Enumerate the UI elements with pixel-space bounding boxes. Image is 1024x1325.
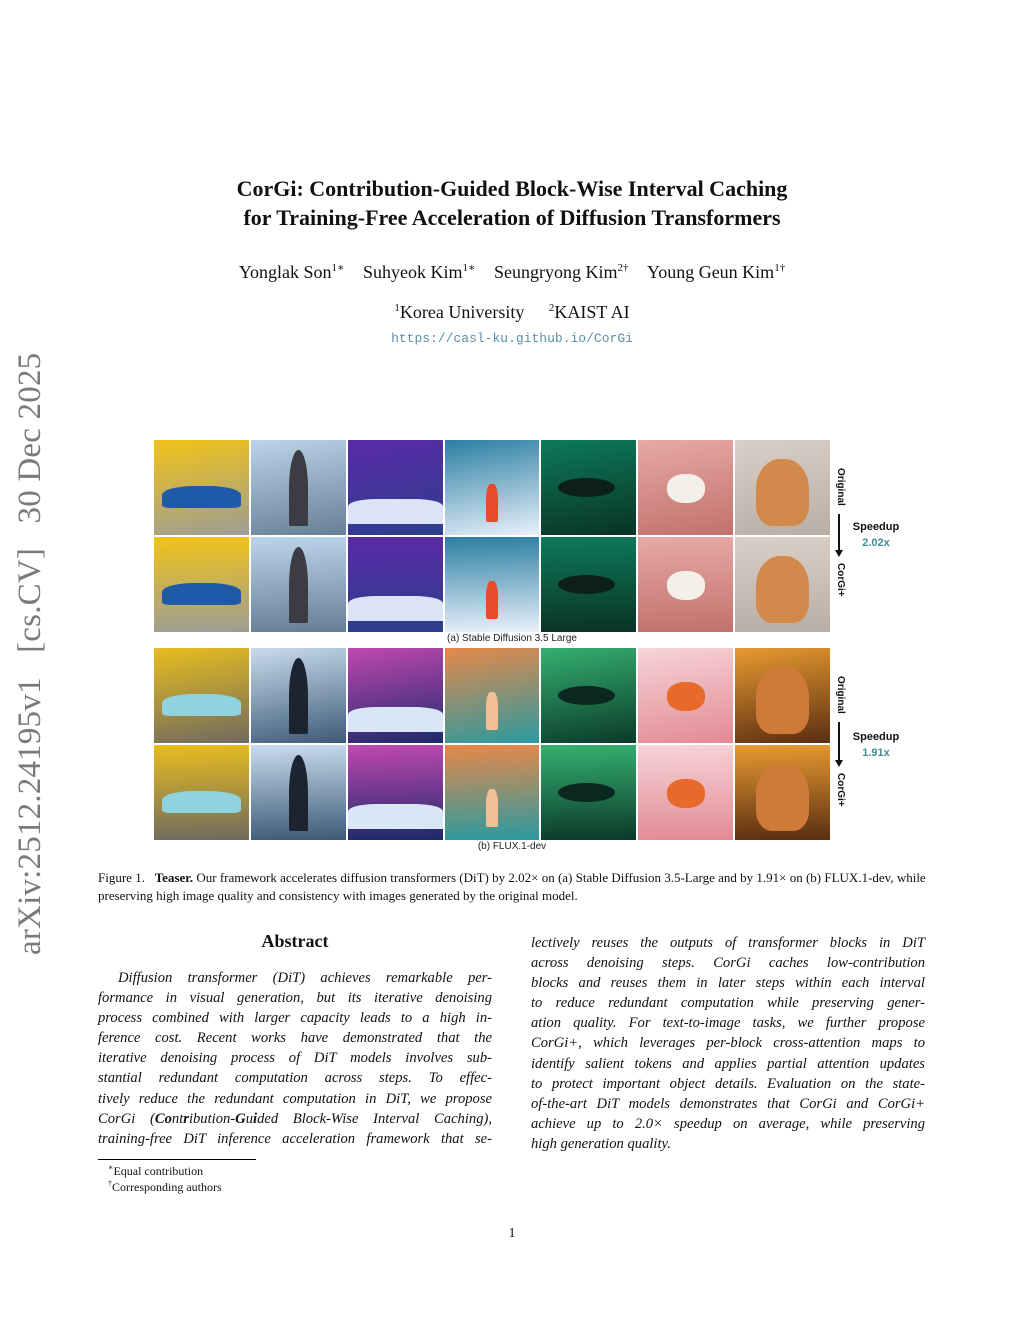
- panel-a-corgi-image-5: [541, 537, 636, 632]
- abstract-right-column: [531, 933, 925, 1154]
- panel-a-original-image-2-subject: [289, 450, 308, 526]
- panel-b-corgi-image-1-subject: [162, 791, 242, 814]
- abstract-line: blocks and reuses them in later steps within each interval: [531, 975, 925, 992]
- panel-b-corgi-image-6: [638, 745, 733, 840]
- figure-panel-a-grid: [154, 440, 830, 632]
- panel-b-original-image-1: [154, 648, 249, 743]
- abstract-line: identify salient tokens and applies partial attention updates: [531, 1055, 925, 1072]
- abstract-heading: Abstract: [261, 931, 329, 951]
- panel-b-original-image-4-subject: [486, 692, 497, 730]
- panel-b-speedup-value: 1.91x: [862, 747, 890, 759]
- panel-b-original-label: Original: [835, 676, 846, 714]
- abstract-line: stantial redundant computation across steps. To effec-: [98, 1070, 492, 1087]
- abstract-line: ference cost. Recent works have demonstrated that the: [98, 1030, 492, 1047]
- panel-a-original-image-6-subject: [667, 474, 705, 503]
- panel-a-speedup-value: 2.02x: [862, 537, 890, 549]
- panel-a-corgi-image-4: [445, 537, 540, 632]
- panel-a-original-image-1-subject: [162, 486, 242, 509]
- abstract-line: to protect important object details. Evaluation on the state-: [531, 1075, 925, 1092]
- panel-b-corgi-image-4-subject: [486, 789, 497, 827]
- panel-b-corgi-image-2: [251, 745, 346, 840]
- title-line-1: CorGi: Contribution-Guided Block-Wise Interval Caching: [236, 176, 788, 201]
- abstract-line: of-the-art DiT models demonstrates that CorGi and CorGi+: [531, 1095, 925, 1112]
- panel-a-original-image-4: [445, 440, 540, 535]
- abstract-line: Diffusion transformer (DiT) achieves remarkable per-: [118, 970, 492, 986]
- figure-caption-text: Our framework accelerates diffusion transformers (DiT) by 2.02× on (a) Stable Diffusion 3.5-Large and by 1.91× on (b) FLUX.1-dev, while preserving high image quality and consistency with images generated by the original model.: [98, 870, 926, 903]
- panel-b-corgi-image-7-subject: [756, 764, 809, 831]
- author-list: [0, 261, 1024, 283]
- panel-b-corgi-label: CorGi+: [835, 773, 846, 807]
- panel-a-original-image-1: [154, 440, 249, 535]
- abstract-line: process combined with larger capacity leads to a high in-: [98, 1010, 492, 1027]
- arxiv-stamp: [12, 353, 49, 955]
- panel-b-corgi-image-1: [154, 745, 249, 840]
- abstract-line: iterative denoising process of DiT models involves sub-: [98, 1050, 492, 1067]
- panel-b-original-image-2: [251, 648, 346, 743]
- footnote-corresponding: †Corresponding authors: [108, 1179, 222, 1194]
- panel-a-corgi-image-3-subject: [348, 596, 443, 621]
- panel-b-original-image-6: [638, 648, 733, 743]
- panel-a-original-image-7: [735, 440, 830, 535]
- paper-title: [0, 174, 1024, 232]
- panel-b-original-image-3-subject: [348, 707, 443, 732]
- abstract-line: achieve up to 2.0× speedup on average, while preserving: [531, 1115, 925, 1132]
- panel-a-original-label: Original: [835, 468, 846, 506]
- panel-b-original-image-5: [541, 648, 636, 743]
- affiliation-list: [0, 302, 1024, 323]
- abstract-line: across denoising steps. CorGi caches low-contribution: [531, 955, 925, 972]
- panel-a-original-image-6: [638, 440, 733, 535]
- title-line-2: for Training-Free Acceleration of Diffusion Transformers: [243, 205, 781, 230]
- panel-a-corgi-image-2: [251, 537, 346, 632]
- abstract-left-column: [98, 968, 492, 1149]
- panel-b-corgi-image-5: [541, 745, 636, 840]
- project-url-link[interactable]: https://casl-ku.github.io/CorGi: [391, 331, 633, 346]
- author: Young Geun Kim$^{1\dagger}$: [647, 262, 786, 282]
- panel-a-corgi-image-7-subject: [756, 556, 809, 623]
- figure-caption-prefix: Figure 1.: [98, 870, 145, 885]
- panel-a-corgi-image-4-subject: [486, 581, 497, 619]
- figure-caption: [98, 869, 928, 905]
- panel-a-original-image-5-subject: [558, 478, 615, 497]
- panel-b-corgi-image-3-subject: [348, 804, 443, 829]
- panel-b-original-image-2-subject: [289, 658, 308, 734]
- panel-b-original-image-7-subject: [756, 667, 809, 734]
- panel-a-caption: (a) Stable Diffusion 3.5 Large: [447, 633, 577, 644]
- panel-a-corgi-image-6-subject: [667, 571, 705, 600]
- panel-a-corgi-image-3: [348, 537, 443, 632]
- panel-a-original-image-3: [348, 440, 443, 535]
- panel-b-corgi-image-7: [735, 745, 830, 840]
- page-number: 1: [508, 1226, 516, 1241]
- affiliation: $^2$KAIST AI: [548, 302, 630, 322]
- abstract-line: training-free DiT inference acceleration framework that se-: [98, 1130, 492, 1147]
- panel-b-original-image-6-subject: [667, 682, 705, 711]
- panel-a-corgi-image-2-subject: [289, 547, 308, 623]
- abstract-line: high generation quality.: [531, 1135, 671, 1152]
- abstract-line: tively reduce the redundant computation in DiT, we propose: [98, 1090, 492, 1107]
- footnote-rule: [98, 1159, 256, 1160]
- arxiv-date: 30 Dec 2025: [12, 352, 48, 524]
- abstract-line: formance in visual generation, but its iterative denoising: [98, 990, 492, 1007]
- author: Seungryong Kim$^{2\dagger}$: [494, 262, 629, 282]
- arxiv-id: arXiv:2512.24195v1: [12, 677, 48, 955]
- panel-b-original-image-1-subject: [162, 694, 242, 717]
- figure-caption-bold: Teaser.: [154, 870, 194, 885]
- panel-a-speedup-label: Speedup: [852, 521, 900, 533]
- panel-b-corgi-image-6-subject: [667, 779, 705, 808]
- abstract-line: CorGi+, which leverages per-block cross-attention maps to: [531, 1035, 925, 1052]
- abstract-line: CorGi (Contribution-Guided Block-Wise Interval Caching),: [98, 1110, 492, 1127]
- figure-panel-b-grid: [154, 648, 830, 840]
- affiliation: $^1$Korea University: [394, 302, 525, 322]
- panel-b-corgi-image-5-subject: [558, 783, 615, 802]
- panel-b-arrow-head: [835, 760, 843, 767]
- panel-a-corgi-image-6: [638, 537, 733, 632]
- panel-a-original-image-3-subject: [348, 499, 443, 524]
- panel-b-arrow-line: [838, 722, 840, 760]
- arxiv-category: [cs.CV]: [12, 547, 48, 653]
- panel-a-corgi-label: CorGi+: [835, 563, 846, 597]
- panel-b-original-image-3: [348, 648, 443, 743]
- abstract-line: to reduce redundant computation while preserving gener-: [531, 995, 925, 1012]
- panel-b-original-image-7: [735, 648, 830, 743]
- panel-a-arrow-head: [835, 550, 843, 557]
- panel-a-corgi-image-5-subject: [558, 575, 615, 594]
- panel-b-speedup-label: Speedup: [852, 731, 900, 743]
- panel-b-corgi-image-4: [445, 745, 540, 840]
- panel-b-original-image-4: [445, 648, 540, 743]
- panel-a-original-image-7-subject: [756, 459, 809, 526]
- panel-a-original-image-4-subject: [486, 484, 497, 522]
- author: Suhyeok Kim$^{1∗}$: [363, 262, 476, 282]
- abstract-line: ation quality. For text-to-image tasks, we further propose: [531, 1015, 925, 1032]
- author: Yonglak Son$^{1∗}$: [238, 262, 345, 282]
- panel-b-caption: (b) FLUX.1-dev: [477, 841, 547, 852]
- footnote-equal-contribution: ∗Equal contribution: [108, 1163, 204, 1178]
- panel-b-corgi-image-3: [348, 745, 443, 840]
- panel-a-arrow-line: [838, 514, 840, 550]
- panel-a-original-image-2: [251, 440, 346, 535]
- panel-a-corgi-image-1: [154, 537, 249, 632]
- panel-a-corgi-image-7: [735, 537, 830, 632]
- panel-b-corgi-image-2-subject: [289, 755, 308, 831]
- panel-b-original-image-5-subject: [558, 686, 615, 705]
- panel-a-corgi-image-1-subject: [162, 583, 242, 606]
- panel-a-original-image-5: [541, 440, 636, 535]
- abstract-line: lectively reuses the outputs of transformer blocks in DiT: [531, 935, 925, 951]
